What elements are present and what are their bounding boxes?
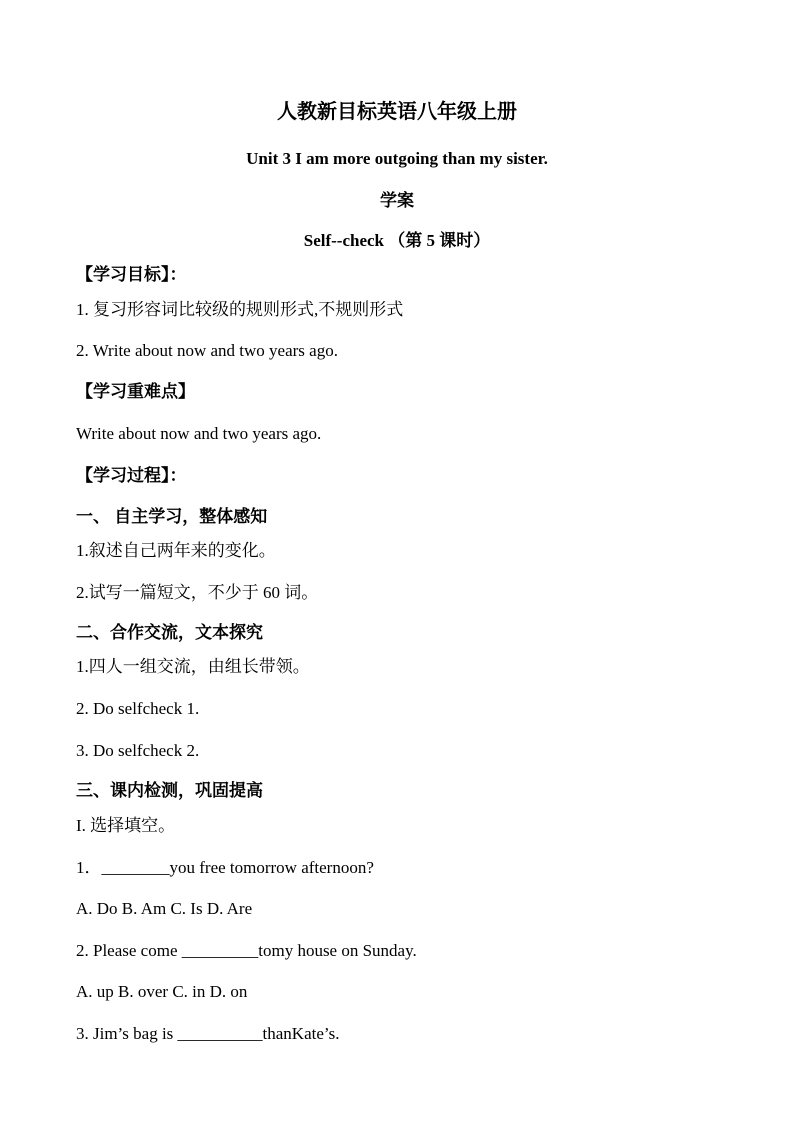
question-3-stem: 3. Jim’s bag is __________thanKate’s.: [76, 1024, 340, 1043]
document-subtitle: 学案: [380, 191, 414, 210]
section1-item-1: 1.叙述自己两年来的变化。: [76, 541, 276, 560]
question-1-stem: 1．________you free tomorrow afternoon?: [76, 858, 374, 877]
document-title: 人教新目标英语八年级上册: [277, 101, 517, 123]
goal-item-1: 1. 复习形容词比较级的规则形式,不规则形式: [76, 300, 404, 319]
section1-heading: 一、 自主学习，整体感知: [76, 507, 268, 526]
section1-item-2: 2.试写一篇短文，不少于 60 词。: [76, 583, 319, 602]
question-2-stem: 2. Please come _________tomy house on Sunday.: [76, 941, 417, 960]
section3-subheading: I. 选择填空。: [76, 816, 176, 835]
section3-heading: 三、课内检测，巩固提高: [76, 781, 263, 800]
process-heading: 【学习过程】：: [76, 466, 187, 485]
goal-item-2: 2. Write about now and two years ago.: [76, 341, 338, 360]
goals-heading: 【学习目标】：: [76, 265, 187, 284]
key-points-heading: 【学习重难点】: [76, 382, 195, 401]
lesson-title: Self--check （第 5 课时）: [303, 231, 491, 250]
section2-heading: 二、合作交流，文本探究: [76, 623, 263, 642]
question-1-options: A. Do B. Am C. Is D. Are: [76, 899, 253, 918]
question-2-options: A. up B. over C. in D. on: [76, 982, 248, 1001]
section2-item-2: 2. Do selfcheck 1.: [76, 699, 200, 718]
section2-item-3: 3. Do selfcheck 2.: [76, 741, 200, 760]
unit-title: Unit 3 I am more outgoing than my sister.: [246, 149, 548, 168]
section2-item-1: 1.四人一组交流，由组长带领。: [76, 657, 310, 676]
key-points-text: Write about now and two years ago.: [76, 424, 322, 443]
